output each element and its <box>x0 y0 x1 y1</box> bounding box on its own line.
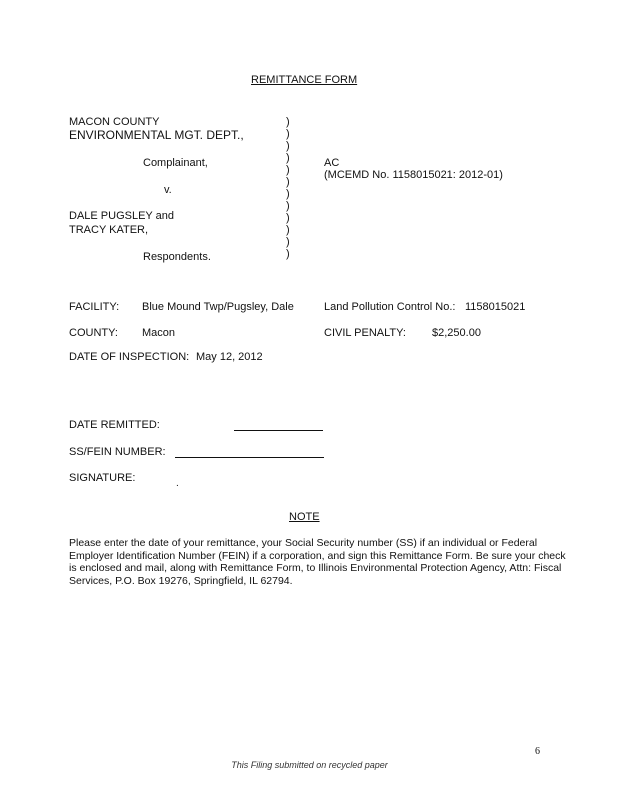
respondent-name-line1: DALE PUGSLEY and <box>69 210 174 222</box>
respondent-name-line2: TRACY KATER, <box>69 224 149 236</box>
versus-label: v. <box>164 184 172 196</box>
caption-paren: ) <box>286 128 290 140</box>
civil-penalty-value: $2,250.00 <box>432 327 481 339</box>
caption-paren: ) <box>286 116 290 128</box>
caption-paren: ) <box>286 248 290 260</box>
signature-label: SIGNATURE: <box>69 472 136 484</box>
caption-paren: ) <box>286 176 290 188</box>
caption-paren: ) <box>286 212 290 224</box>
caption-parenthesis-column <box>286 116 294 260</box>
caption-paren: ) <box>286 200 290 212</box>
case-type: AC <box>324 157 340 169</box>
complainant-name-line2: ENVIRONMENTAL MGT. DEPT., <box>69 128 244 142</box>
civil-penalty-label: CIVIL PENALTY: <box>324 327 406 339</box>
form-title: REMITTANCE FORM <box>251 74 358 86</box>
inspection-date-value: May 12, 2012 <box>196 351 263 363</box>
county-label: COUNTY: <box>69 327 118 339</box>
complainant-role: Complainant, <box>143 157 208 169</box>
signature-mark[interactable]: . <box>176 478 179 489</box>
caption-paren: ) <box>286 164 290 176</box>
caption-paren: ) <box>286 152 290 164</box>
caption-paren: ) <box>286 236 290 248</box>
caption-paren: ) <box>286 224 290 236</box>
inspection-date-label: DATE OF INSPECTION: <box>69 351 190 363</box>
note-body: Please enter the date of your remittance, your Social Security number (SS) if an individual or Federal Employer Identification Number (FEIN) if a corporation, and sign this Remittance Form. Be sure your check is enclosed and mail, along with Remittance Form, to Illinois Environmental Protection Agency, Attn: Fiscal Services, P.O. Box 19276, Springfield, IL 62794. <box>69 537 566 587</box>
footer-note: This Filing submitted on recycled paper <box>231 760 388 770</box>
caption-paren: ) <box>286 188 290 200</box>
facility-label: FACILITY: <box>69 301 120 313</box>
caption-paren: ) <box>286 140 290 152</box>
ssfein-label: SS/FEIN NUMBER: <box>69 446 166 458</box>
county-value: Macon <box>142 327 176 339</box>
facility-value: Blue Mound Twp/Pugsley, Dale <box>142 301 294 313</box>
respondent-role: Respondents. <box>143 251 211 263</box>
page-number: 6 <box>535 746 540 757</box>
note-heading: NOTE <box>289 511 320 523</box>
case-number: (MCEMD No. 1158015021: 2012-01) <box>324 169 503 181</box>
date-remitted-label: DATE REMITTED: <box>69 419 160 431</box>
complainant-name-line1: MACON COUNTY <box>69 116 160 128</box>
lpc-label: Land Pollution Control No.: <box>324 301 456 313</box>
lpc-value: 1158015021 <box>465 301 526 313</box>
date-remitted-line[interactable] <box>234 430 323 431</box>
ssfein-line[interactable] <box>175 457 324 458</box>
